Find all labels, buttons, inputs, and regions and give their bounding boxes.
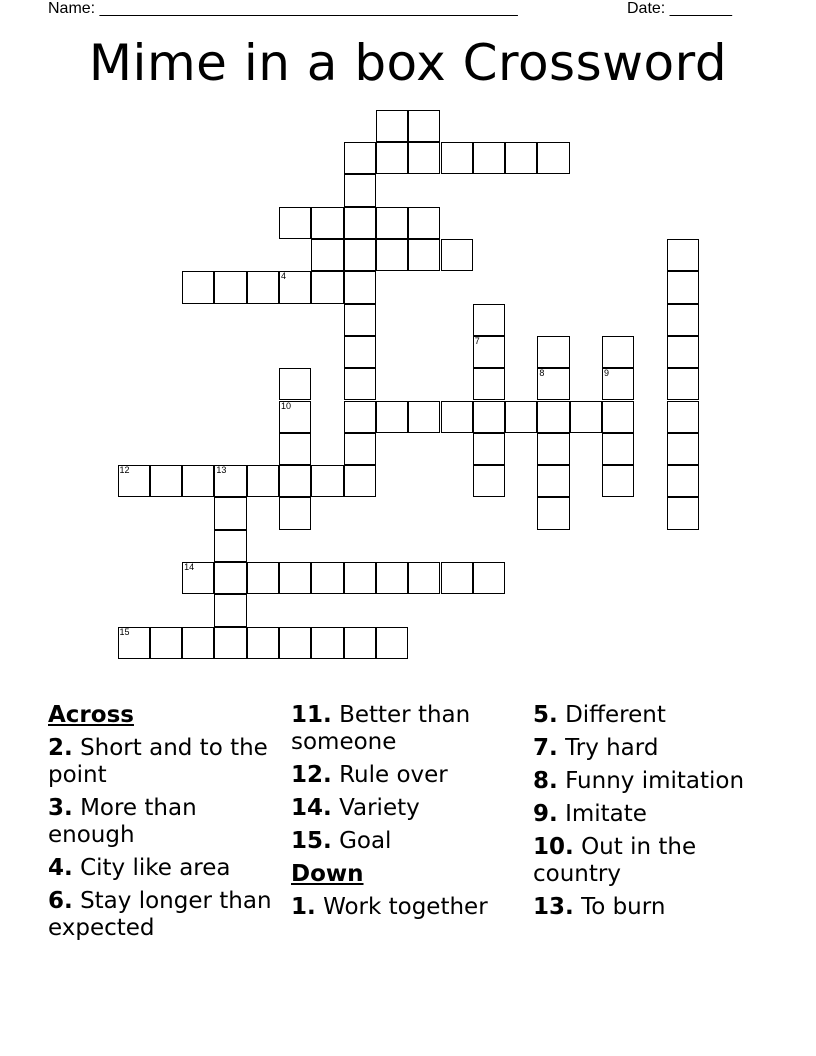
grid-cell[interactable] — [182, 562, 214, 594]
clue-item — [291, 702, 521, 756]
grid-cell[interactable] — [311, 239, 343, 271]
grid-cell[interactable] — [441, 239, 473, 271]
clue-column-3 — [533, 702, 773, 927]
clue-item-text: Stay longer than expected — [48, 888, 272, 941]
grid-cell[interactable] — [667, 401, 699, 433]
clue-item-number: 6. — [48, 888, 73, 914]
grid-cell[interactable] — [667, 497, 699, 529]
clue-item-number: 10. — [533, 834, 574, 860]
clue-item-text: Variety — [339, 795, 420, 821]
grid-cell[interactable] — [279, 497, 311, 529]
clue-item — [291, 762, 521, 789]
grid-cell[interactable] — [247, 627, 279, 659]
grid-cell[interactable] — [408, 562, 440, 594]
date-field-label: Date: _______ — [627, 0, 732, 17]
grid-cell[interactable] — [344, 627, 376, 659]
grid-cell[interactable] — [408, 239, 440, 271]
grid-cell[interactable] — [376, 401, 408, 433]
name-field-label: Name: _______________________________________________ — [48, 0, 518, 17]
grid-cell[interactable] — [537, 401, 569, 433]
grid-cell[interactable] — [344, 207, 376, 239]
grid-cell[interactable] — [214, 465, 246, 497]
grid-cell[interactable] — [473, 401, 505, 433]
grid-cell[interactable] — [376, 142, 408, 174]
grid-cell[interactable] — [570, 401, 602, 433]
grid-cell[interactable] — [667, 304, 699, 336]
clue-item-number: 15. — [291, 828, 332, 854]
grid-cell[interactable] — [473, 433, 505, 465]
clue-section-heading: Across — [48, 702, 134, 728]
clue-item — [291, 828, 521, 855]
grid-cell[interactable] — [182, 271, 214, 303]
grid-cell[interactable] — [537, 465, 569, 497]
clue-item-number: 11. — [291, 702, 332, 728]
clue-item-text: Out in the country — [533, 834, 697, 887]
grid-cell[interactable] — [667, 433, 699, 465]
grid-cell[interactable] — [473, 465, 505, 497]
grid-cell[interactable] — [408, 207, 440, 239]
grid-cell[interactable] — [537, 142, 569, 174]
grid-cell[interactable] — [473, 142, 505, 174]
grid-cell[interactable] — [279, 562, 311, 594]
grid-cell[interactable] — [537, 497, 569, 529]
grid-cell[interactable] — [344, 465, 376, 497]
grid-cell[interactable] — [473, 368, 505, 400]
clue-item-text: Better than someone — [291, 702, 471, 755]
grid-cell[interactable] — [537, 433, 569, 465]
clue-number: 4 — [281, 271, 287, 282]
clue-item-number: 12. — [291, 762, 332, 788]
clue-item-text: More than enough — [48, 795, 197, 848]
grid-cell[interactable] — [408, 110, 440, 142]
grid-cell[interactable] — [376, 239, 408, 271]
clue-number: 10 — [281, 400, 292, 411]
grid-cell[interactable] — [667, 336, 699, 368]
grid-cell[interactable] — [376, 627, 408, 659]
clue-item-text: Short and to the point — [48, 735, 268, 788]
grid-cell[interactable] — [473, 336, 505, 368]
clue-item-text: Imitate — [565, 801, 647, 827]
grid-cell[interactable] — [182, 465, 214, 497]
grid-cell[interactable] — [473, 562, 505, 594]
grid-cell[interactable] — [118, 465, 150, 497]
clue-item-text: Different — [565, 702, 666, 728]
grid-cell[interactable] — [408, 401, 440, 433]
grid-cell[interactable] — [182, 627, 214, 659]
grid-cell[interactable] — [344, 336, 376, 368]
grid-cell[interactable] — [214, 271, 246, 303]
grid-cell[interactable] — [214, 562, 246, 594]
clue-number: 15 — [119, 626, 130, 637]
clue-item — [291, 894, 521, 921]
clue-item-number: 7. — [533, 735, 558, 761]
clue-item — [291, 795, 521, 822]
grid-cell[interactable] — [279, 627, 311, 659]
grid-cell[interactable] — [247, 271, 279, 303]
grid-cell[interactable] — [537, 368, 569, 400]
clue-item-number: 9. — [533, 801, 558, 827]
clue-number: 14 — [184, 562, 195, 572]
grid-cell[interactable] — [150, 627, 182, 659]
clue-item — [48, 855, 278, 882]
clue-item — [533, 768, 773, 795]
grid-cell[interactable] — [376, 110, 408, 142]
grid-cell[interactable] — [344, 174, 376, 206]
clue-number: 8 — [539, 368, 545, 379]
grid-cell[interactable] — [441, 142, 473, 174]
page-title: Mime in a box Crossword — [88, 34, 728, 92]
grid-cell[interactable] — [279, 465, 311, 497]
grid-cell[interactable] — [602, 401, 634, 433]
clue-item-number: 13. — [533, 894, 574, 920]
grid-cell[interactable] — [505, 142, 537, 174]
clue-number: 7 — [474, 335, 480, 346]
clue-item — [533, 801, 773, 828]
clue-item-text: Work together — [323, 894, 488, 920]
grid-cell[interactable] — [279, 271, 311, 303]
grid-cell[interactable] — [214, 530, 246, 562]
grid-cell[interactable] — [473, 304, 505, 336]
clue-item-number: 8. — [533, 768, 558, 794]
clue-number: 9 — [604, 368, 610, 379]
clue-item-number: 4. — [48, 855, 73, 881]
clue-item — [48, 888, 278, 942]
grid-cell[interactable] — [344, 562, 376, 594]
grid-cell[interactable] — [667, 271, 699, 303]
grid-cell[interactable] — [311, 562, 343, 594]
grid-cell[interactable] — [441, 401, 473, 433]
clue-item-number: 14. — [291, 795, 332, 821]
clue-column-2 — [291, 702, 521, 927]
grid-cell[interactable] — [376, 562, 408, 594]
grid-cell[interactable] — [279, 433, 311, 465]
grid-cell[interactable] — [602, 368, 634, 400]
clue-item-number: 3. — [48, 795, 73, 821]
clue-item — [48, 735, 278, 789]
grid-cell[interactable] — [537, 336, 569, 368]
grid-cell[interactable] — [602, 465, 634, 497]
clue-item-number: 5. — [533, 702, 558, 728]
grid-cell[interactable] — [214, 594, 246, 626]
clue-column-1 — [48, 702, 278, 948]
grid-cell[interactable] — [118, 627, 150, 659]
clue-item-number: 1. — [291, 894, 316, 920]
grid-cell[interactable] — [344, 304, 376, 336]
grid-cell[interactable] — [247, 465, 279, 497]
clue-item-text: Goal — [339, 828, 392, 854]
grid-cell[interactable] — [214, 497, 246, 529]
grid-cell[interactable] — [311, 465, 343, 497]
grid-cell[interactable] — [214, 627, 246, 659]
grid-cell[interactable] — [279, 207, 311, 239]
clue-item-text: Rule over — [339, 762, 448, 788]
grid-cell[interactable] — [667, 465, 699, 497]
clue-item-number: 2. — [48, 735, 73, 761]
clue-number: 13 — [216, 465, 227, 476]
grid-cell[interactable] — [279, 368, 311, 400]
grid-cell[interactable] — [408, 142, 440, 174]
grid-cell[interactable] — [344, 239, 376, 271]
clue-item-text: Funny imitation — [565, 768, 745, 794]
grid-cell[interactable] — [344, 271, 376, 303]
clue-item — [533, 735, 773, 762]
grid-cell[interactable] — [667, 368, 699, 400]
clue-item-text: Try hard — [565, 735, 659, 761]
grid-cell[interactable] — [344, 401, 376, 433]
grid-cell[interactable] — [150, 465, 182, 497]
grid-cell[interactable] — [441, 562, 473, 594]
grid-cell[interactable] — [344, 433, 376, 465]
grid-cell[interactable] — [505, 401, 537, 433]
grid-cell[interactable] — [602, 336, 634, 368]
grid-cell[interactable] — [667, 239, 699, 271]
grid-cell[interactable] — [279, 401, 311, 433]
grid-cell[interactable] — [311, 207, 343, 239]
clue-item — [533, 894, 773, 921]
clue-section-heading: Down — [291, 861, 364, 887]
clue-item — [533, 702, 773, 729]
clue-item-text: To burn — [581, 894, 666, 920]
grid-cell[interactable] — [311, 271, 343, 303]
clue-item — [48, 795, 278, 849]
grid-cell[interactable] — [376, 207, 408, 239]
grid-cell[interactable] — [311, 627, 343, 659]
grid-cell[interactable] — [602, 433, 634, 465]
grid-cell[interactable] — [344, 142, 376, 174]
grid-cell[interactable] — [247, 562, 279, 594]
clue-number: 12 — [119, 465, 130, 476]
grid-cell[interactable] — [344, 368, 376, 400]
clue-item — [533, 834, 773, 888]
clue-item-text: City like area — [80, 855, 231, 881]
